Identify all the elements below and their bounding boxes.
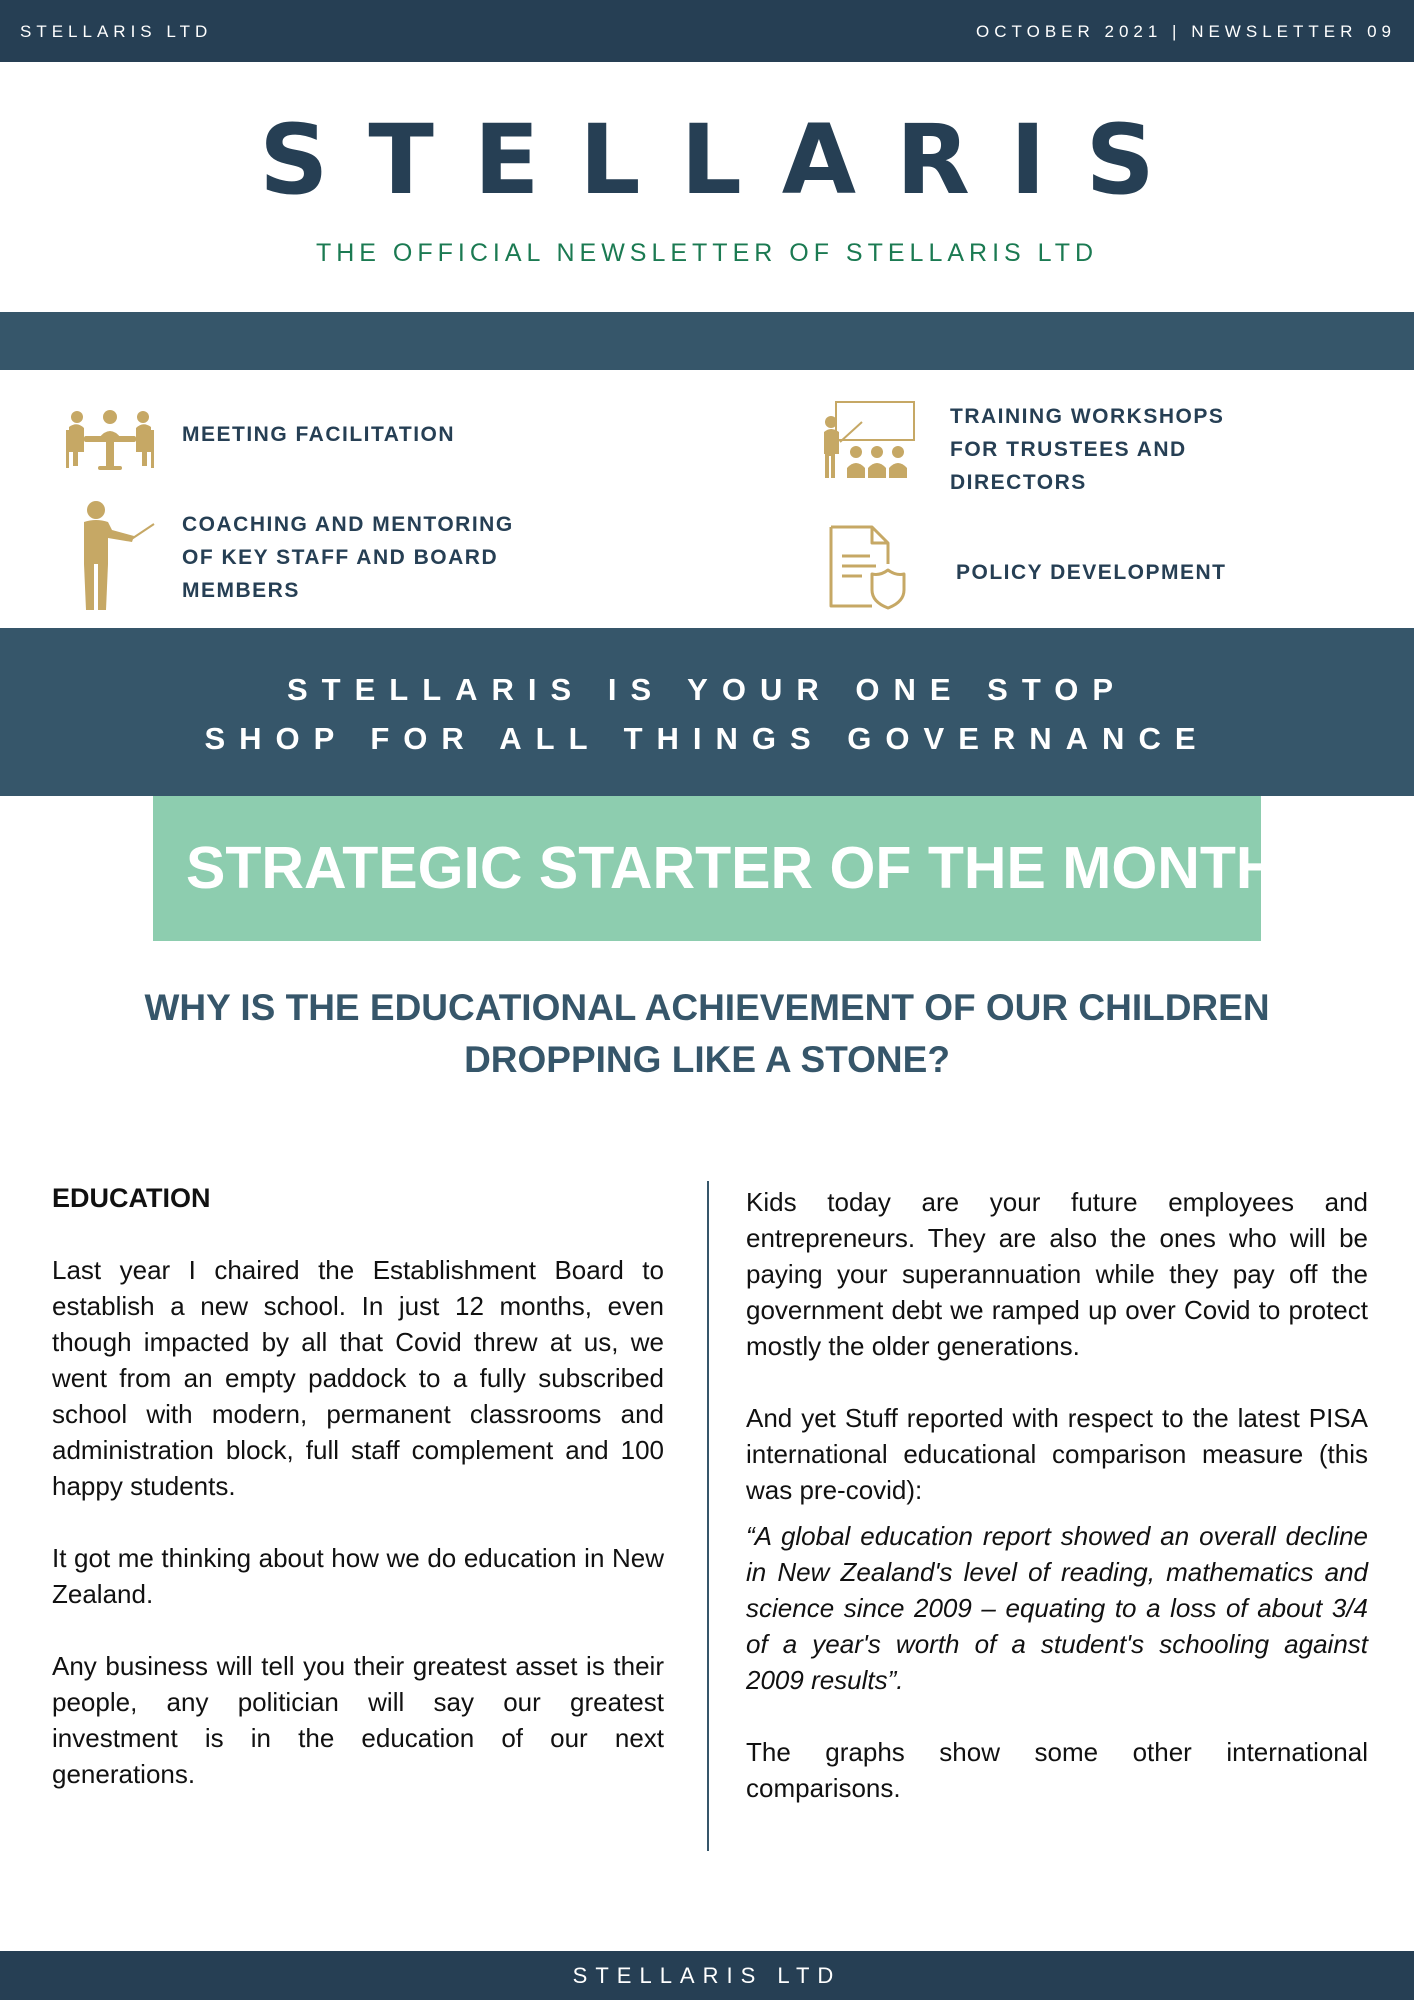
paragraph: The graphs show some other international comparisons. [746, 1737, 1368, 1803]
service-meeting-facilitation: MEETING FACILITATION [182, 423, 456, 446]
article-left-column [52, 1180, 664, 1828]
promo-banner [0, 628, 1414, 796]
paragraph: It got me thinking about how we do education in New Zealand. [52, 1543, 664, 1609]
services-section [0, 370, 1414, 628]
top-bar [0, 0, 1414, 62]
coach-icon [74, 500, 156, 612]
section-heading: EDUCATION [52, 1183, 211, 1213]
service-training-workshops: TRAINING WORKSHOPS FOR TRUSTEES AND DIRECTORS [950, 405, 1225, 494]
pull-quote: “A global education report showed an overall decline in New Zealand's level of reading, mathematics and science since 2009 – equating to a loss of about 3/4 of a year's worth of a student's schooling against 2009 results”. [746, 1521, 1368, 1695]
column-divider [707, 1181, 709, 1851]
service-policy-development: POLICY DEVELOPMENT [956, 561, 1227, 584]
footer-company: STELLARIS LTD [572, 1963, 842, 1988]
meeting-icon [66, 408, 154, 474]
paragraph: Any business will tell you their greatest asset is their people, any politician will say our greatest investment is in the education of our next generations. [52, 1651, 664, 1789]
brand-title: STELLARIS [259, 104, 1195, 216]
feature-title: STRATEGIC STARTER OF THE MONTH [186, 835, 1279, 901]
tagline: THE OFFICIAL NEWSLETTER OF STELLARIS LTD [315, 239, 1099, 267]
paragraph: Last year I chaired the Establishment Board to establish a new school. In just 12 months, even though impacted by all that Covid threw at us, we went from an empty paddock to a fully subscribed school with modern, permanent classrooms and administration block, full staff complement and 100 happy students. [52, 1255, 664, 1501]
training-icon [822, 400, 916, 480]
service-coaching-mentoring: COACHING AND MENTORING OF KEY STAFF AND BOARD MEMBERS [182, 513, 514, 602]
promo-line-1: STELLARIS IS YOUR ONE STOP [287, 672, 1127, 707]
article-right-column [746, 1184, 1368, 1842]
company-name: STELLARIS LTD [20, 22, 213, 41]
paragraph: Kids today are your future employees and entrepreneurs. They are also the ones who will be paying your superannuation while they pay off the government debt we ramped up over Covid to protect mostly the older generations. [746, 1187, 1368, 1361]
promo-line-2: SHOP FOR ALL THINGS GOVERNANCE [204, 721, 1210, 756]
feature-banner [153, 796, 1279, 941]
issue-info: OCTOBER 2021 | NEWSLETTER 09 [976, 22, 1396, 41]
divider-band [0, 312, 1414, 370]
masthead [0, 100, 1414, 268]
paragraph: And yet Stuff reported with respect to the latest PISA international educational comparison measure (this was pre-covid): [746, 1403, 1368, 1505]
article-headline: WHY IS THE EDUCATIONAL ACHIEVEMENT OF OUR CHILDREN DROPPING LIKE A STONE? [144, 987, 1270, 1080]
policy-document-icon [828, 524, 908, 610]
footer [0, 1951, 1414, 2000]
